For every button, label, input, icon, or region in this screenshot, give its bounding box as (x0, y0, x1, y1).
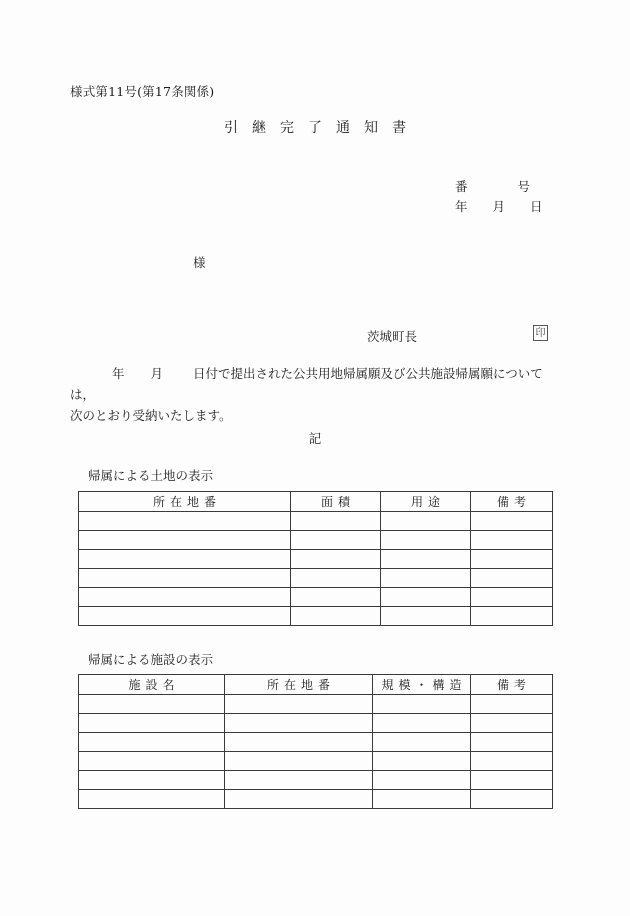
body-closing-sentence: 次のとおり受納いたします。 (70, 408, 232, 423)
cell-remarks[interactable] (471, 714, 553, 733)
cell-location[interactable] (79, 512, 291, 531)
cell-area[interactable] (291, 569, 381, 588)
table-row (79, 752, 553, 771)
cell-area[interactable] (291, 588, 381, 607)
column-header-remarks: 備考 (471, 675, 553, 695)
cell-location[interactable] (225, 771, 373, 790)
table-row (79, 607, 553, 626)
body-main-sentence: 日付で提出された公共用地帰属願及び公共施設帰属願については， (70, 366, 543, 402)
table-header-row (79, 675, 553, 695)
cell-scale-structure[interactable] (373, 752, 471, 771)
cell-location[interactable] (225, 695, 373, 714)
table-row (79, 569, 553, 588)
cell-usage[interactable] (381, 512, 471, 531)
land-section-caption: 帰属による土地の表示 (88, 468, 214, 483)
cell-facility-name[interactable] (79, 695, 225, 714)
cell-area[interactable] (291, 550, 381, 569)
cell-remarks[interactable] (471, 569, 553, 588)
cell-usage[interactable] (381, 607, 471, 626)
cell-area[interactable] (291, 607, 381, 626)
table-row (79, 550, 553, 569)
cell-scale-structure[interactable] (373, 771, 471, 790)
cell-usage[interactable] (381, 531, 471, 550)
cell-remarks[interactable] (471, 790, 553, 809)
cell-facility-name[interactable] (79, 752, 225, 771)
cell-remarks[interactable] (471, 695, 553, 714)
cell-remarks[interactable] (471, 733, 553, 752)
body-paragraph (70, 363, 562, 426)
table-row (79, 714, 553, 733)
body-month: 月 (150, 366, 164, 381)
column-header-scale-structure: 規模・構造 (373, 675, 471, 695)
cell-facility-name[interactable] (79, 790, 225, 809)
facility-section-caption: 帰属による施設の表示 (88, 652, 214, 667)
table-header-row (79, 492, 553, 512)
cell-facility-name[interactable] (79, 771, 225, 790)
cell-location[interactable] (79, 588, 291, 607)
cell-scale-structure[interactable] (373, 790, 471, 809)
table-row (79, 695, 553, 714)
cell-remarks[interactable] (471, 550, 553, 569)
facility-table (78, 674, 553, 809)
cell-remarks[interactable] (471, 771, 553, 790)
document-number-field: 番 号 (455, 179, 531, 194)
table-row (79, 771, 553, 790)
land-table (78, 491, 553, 626)
cell-remarks[interactable] (471, 588, 553, 607)
column-header-remarks: 備考 (471, 492, 553, 512)
facility-table-body (79, 695, 553, 809)
cell-location[interactable] (225, 752, 373, 771)
land-table-body (79, 512, 553, 626)
column-header-location: 所在地番 (79, 492, 291, 512)
table-row (79, 531, 553, 550)
cell-area[interactable] (291, 531, 381, 550)
cell-usage[interactable] (381, 588, 471, 607)
cell-facility-name[interactable] (79, 733, 225, 752)
cell-remarks[interactable] (471, 607, 553, 626)
cell-location[interactable] (79, 531, 291, 550)
cell-area[interactable] (291, 512, 381, 531)
cell-scale-structure[interactable] (373, 695, 471, 714)
cell-remarks[interactable] (471, 512, 553, 531)
table-row (79, 790, 553, 809)
column-header-location: 所在地番 (225, 675, 373, 695)
form-number-label: 様式第11号(第17条関係) (70, 84, 215, 99)
ki-mark: 記 (308, 431, 322, 446)
body-year: 年 (112, 366, 125, 381)
cell-facility-name[interactable] (79, 714, 225, 733)
table-row (79, 733, 553, 752)
cell-location[interactable] (225, 714, 373, 733)
column-header-area: 面積 (291, 492, 381, 512)
table-row (79, 512, 553, 531)
cell-location[interactable] (225, 790, 373, 809)
page-title: 引継完了通知書 (224, 120, 420, 136)
seal-stamp-box: 印 (533, 325, 548, 341)
addressee-field: 様 (193, 255, 206, 270)
cell-scale-structure[interactable] (373, 733, 471, 752)
document-date-field: 年 月 日 (455, 199, 543, 214)
table-row (79, 588, 553, 607)
cell-remarks[interactable] (471, 531, 553, 550)
cell-scale-structure[interactable] (373, 714, 471, 733)
cell-usage[interactable] (381, 550, 471, 569)
document-meta-block (455, 177, 543, 217)
cell-remarks[interactable] (471, 752, 553, 771)
column-header-facility-name: 施設名 (79, 675, 225, 695)
column-header-usage: 用途 (381, 492, 471, 512)
cell-location[interactable] (79, 569, 291, 588)
cell-usage[interactable] (381, 569, 471, 588)
cell-location[interactable] (79, 607, 291, 626)
cell-location[interactable] (225, 733, 373, 752)
cell-location[interactable] (79, 550, 291, 569)
issuer-name: 茨城町長 (367, 329, 418, 344)
